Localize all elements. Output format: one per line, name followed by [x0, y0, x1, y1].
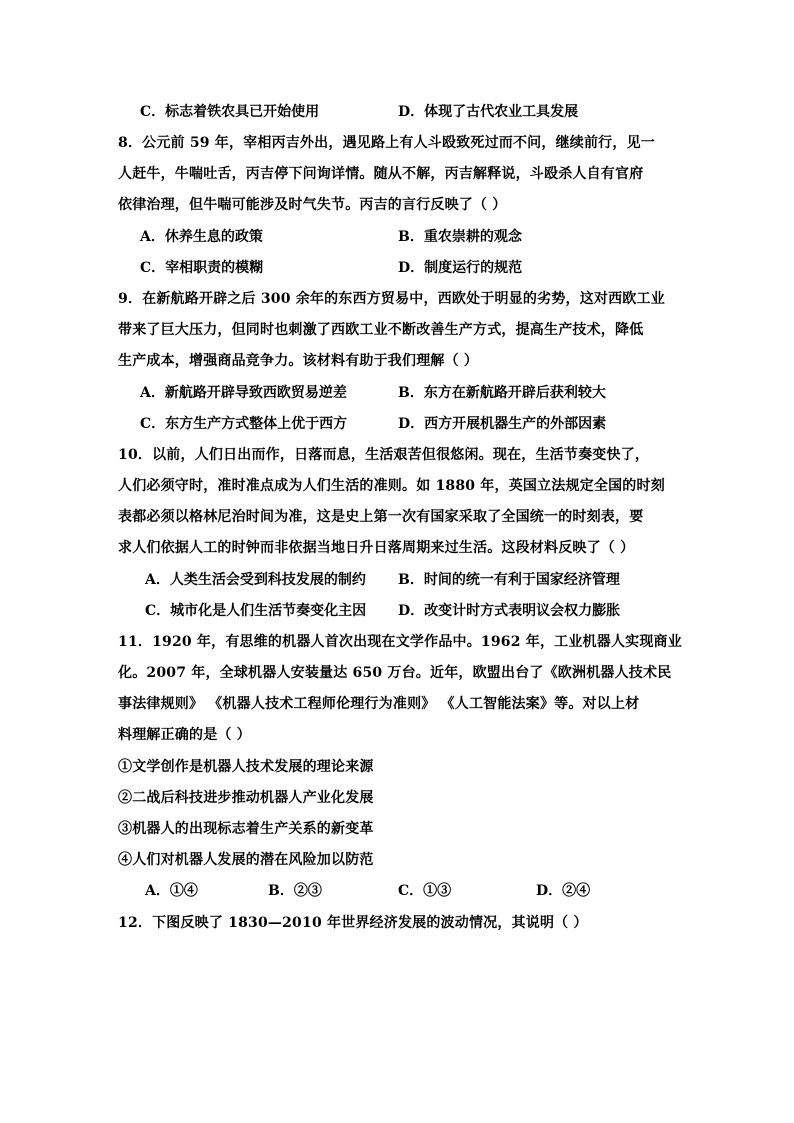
q12-stem-line-1: 12．下图反映了 1830—2010 年世界经济发展的波动情况，其说明（ ）	[118, 915, 588, 931]
q7-option-c: C．标志着铁农具已开始使用	[140, 104, 320, 120]
q11-stem-line-1: 11．1920 年，有思维的机器人首次出现在文学作品中。1962 年，工业机器人实现商业	[118, 634, 682, 650]
q10-option-c: C．城市化是人们生活节奏变化主因	[145, 603, 367, 619]
q11-stem-line-3: 事法律规则》 《机器人技术工程师伦理行为准则》 《人工智能法案》等。对以上材	[118, 696, 640, 712]
q9-option-b: B．东方在新航路开辟后获利较大	[398, 385, 606, 401]
q8-option-b: B．重农崇耕的观念	[398, 229, 522, 245]
q8-stem-line-3: 依律治理，但牛喘可能涉及时气失节。丙吉的言行反映了（ ）	[118, 197, 507, 213]
q9-option-d: D．西方开展机器生产的外部因素	[398, 416, 607, 432]
q10-option-a: A．人类生活会受到科技发展的制约	[145, 572, 366, 588]
q11-item-3: ③机器人的出现标志着生产关系的新变革	[118, 821, 374, 837]
q10-option-b: B．时间的统一有利于国家经济管理	[398, 572, 620, 588]
q8-option-d: D．制度运行的规范	[398, 260, 523, 276]
q11-item-1: ①文学创作是机器人技术发展的理论来源	[118, 759, 374, 775]
q11-option-b: B．②③	[268, 883, 322, 899]
q10-stem-line-4: 求人们依据人工的时钟而非依据当地日升日落周期来过生活。这段材料反映了（ ）	[118, 540, 635, 556]
q11-stem-line-4: 料理解正确的是（ ）	[118, 727, 251, 743]
q7-option-d: D．体现了古代农业工具发展	[398, 104, 579, 120]
q11-option-d: D．②④	[536, 883, 591, 899]
q8-stem-line-1: 8．公元前 59 年，宰相丙吉外出，遇见路上有人斗殴致死过而不问，继续前行，见一	[118, 135, 655, 151]
q8-stem-line-2: 人赶牛，牛喘吐舌，丙吉停下问询详情。随从不解，丙吉解释说，斗殴杀人自有官府	[118, 166, 644, 182]
q11-item-4: ④人们对机器人发展的潜在风险加以防范	[118, 852, 374, 868]
q11-stem-line-2: 化。2007 年，全球机器人安装量达 650 万台。近年，欧盟出台了《欧洲机器人技术民	[118, 665, 672, 681]
q11-option-c: C．①③	[398, 883, 452, 899]
q10-stem-line-2: 人们必须守时，准时准点成为人们生活的准则。如 1880 年，英国立法规定全国的时刻	[118, 478, 665, 494]
q8-option-a: A．休养生息的政策	[140, 229, 263, 245]
q10-stem-line-3: 表都必须以格林尼治时间为准，这是史上第一次有国家采取了全国统一的时刻表，要	[118, 509, 644, 525]
q9-option-a: A．新航路开辟导致西欧贸易逆差	[140, 385, 347, 401]
q11-item-2: ②二战后科技进步推动机器人产业化发展	[118, 790, 374, 806]
q8-option-c: C．宰相职责的模糊	[140, 260, 264, 276]
q9-stem-line-2: 带来了巨大压力，但同时也刺激了西欧工业不断改善生产方式，提高生产技术，降低	[118, 322, 644, 338]
q9-stem-line-1: 9．在新航路开辟之后 300 余年的东西方贸易中，西欧处于明显的劣势，这对西欧工业	[118, 291, 665, 307]
q9-stem-line-3: 生产成本，增强商品竞争力。该材料有助于我们理解（ ）	[118, 353, 479, 369]
q10-stem-line-1: 10．以前，人们日出而作，日落而息，生活艰苦但很悠闲。现在，生活节奏变快了，	[118, 447, 650, 463]
q9-option-c: C．东方生产方式整体上优于西方	[140, 416, 348, 432]
q11-option-a: A．①④	[145, 883, 198, 899]
q10-option-d: D．改变计时方式表明议会权力膨胀	[398, 603, 621, 619]
